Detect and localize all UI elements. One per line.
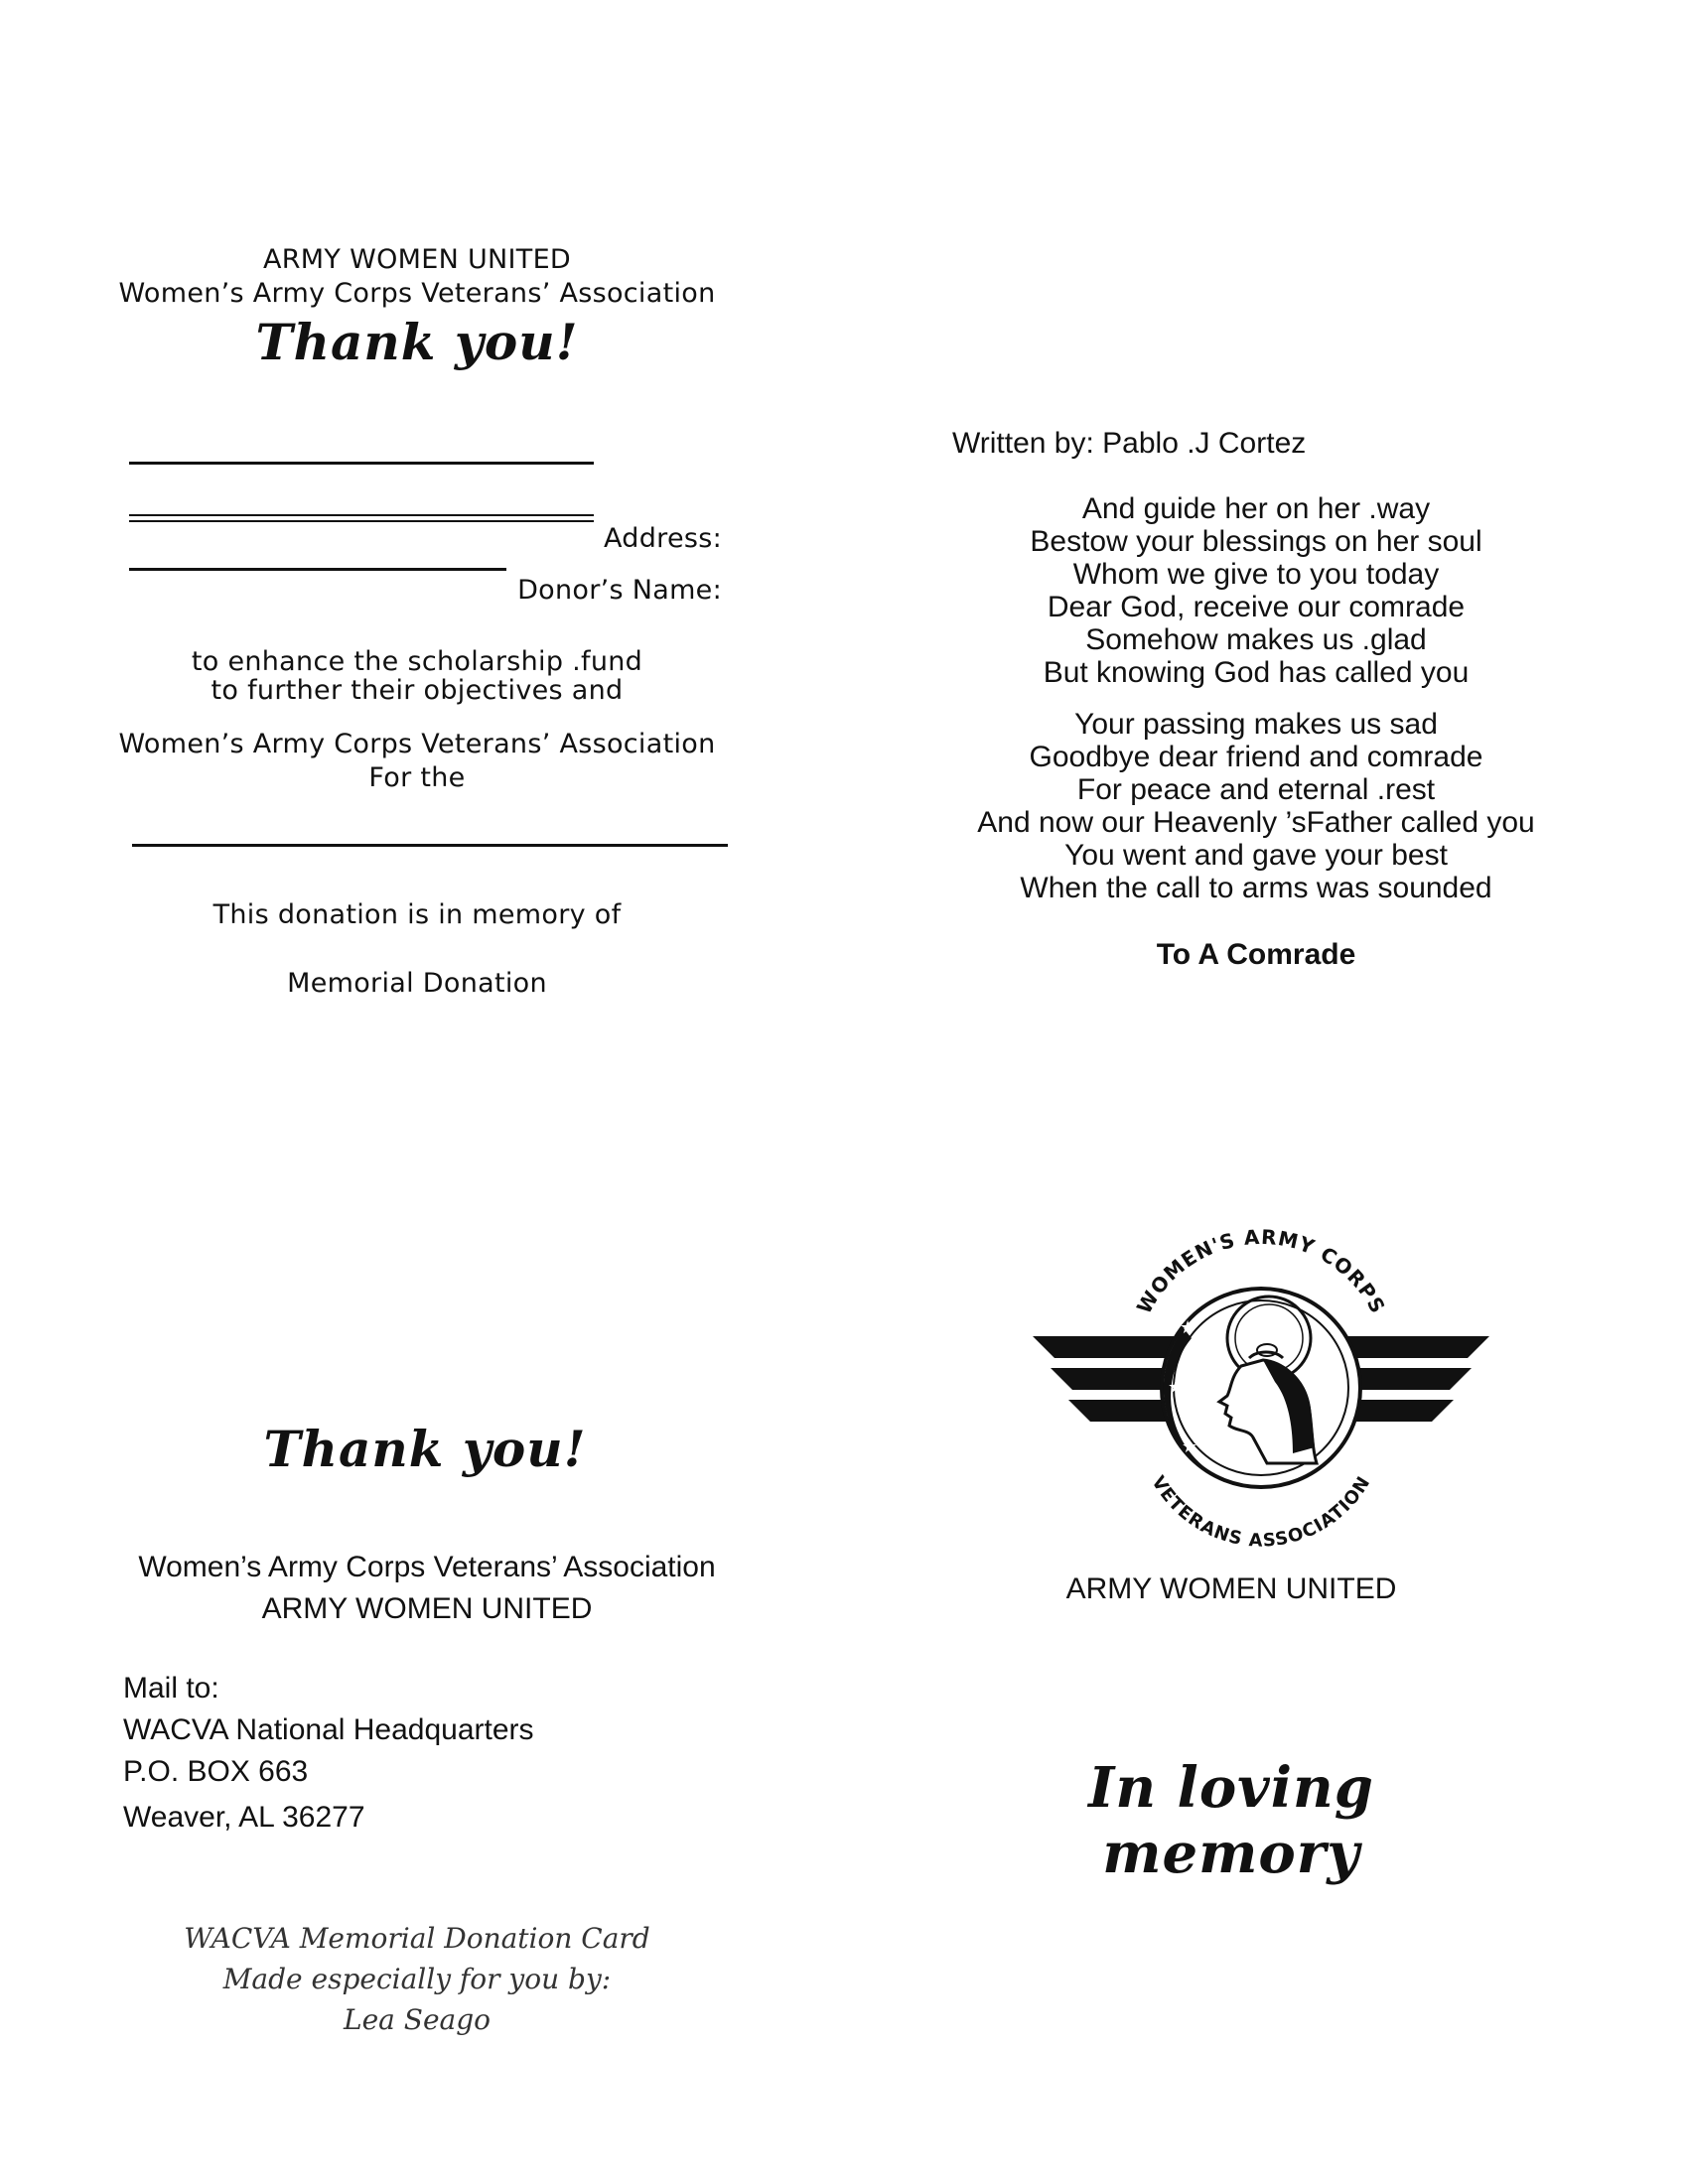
thank-you-script-bottom: Thank you! [263, 1420, 587, 1478]
org-name-heading [99, 243, 735, 311]
poem-line: And now our Heavenly ’sFather called you [977, 806, 1535, 839]
poem-line: Somehow makes us .glad [1085, 623, 1427, 656]
poem-title: To A Comrade [1156, 938, 1356, 971]
poem-author: Written by: Pablo .J Cortez [952, 427, 1307, 460]
logo-arc-bottom: VETERANS ASSOCIATION [1147, 1472, 1375, 1552]
bottom-org-block [99, 1547, 755, 1630]
credit-line-3: Lea Seago [344, 2003, 491, 2036]
mail-to-label: Mail to: [123, 1672, 219, 1705]
donor-name-label: Donor’s Name: [517, 575, 722, 606]
svg-text:★: ★ [1182, 1436, 1198, 1457]
credit-line-1: WACVA Memorial Donation Card [184, 1922, 650, 1955]
memorial-name-line [132, 844, 728, 847]
poem-stanza-1 [953, 492, 1559, 689]
in-memory-of-text: This donation is in memory of [212, 899, 622, 930]
poem-line: Your passing makes us sad [1074, 708, 1438, 741]
bottom-association-line: Women’s Army Corps Veterans’ Association [138, 1551, 716, 1583]
poem-line: When the call to arms was sounded [1020, 872, 1492, 904]
purpose-line-2: to further their objectives and [211, 675, 624, 706]
poem-line: And guide her on her .way [1081, 492, 1431, 525]
for-the-line: For the [368, 762, 466, 793]
mail-po-box: P.O. BOX 663 [123, 1755, 309, 1788]
poem-stanza-2 [953, 708, 1559, 904]
poem-line: Whom we give to you today [1072, 558, 1440, 591]
signature-line-1 [129, 462, 594, 465]
poem-line: Goodbye dear friend and comrade [1029, 741, 1483, 773]
mail-city-state: Weaver, AL 36277 [123, 1801, 365, 1834]
card-credit [119, 1918, 715, 2040]
signature-line-2 [129, 514, 594, 522]
org-line-1: ARMY WOMEN UNITED [262, 244, 572, 275]
in-loving-memory-script: In loving memory [1088, 1755, 1374, 1886]
poem-line: But knowing God has called you [1043, 656, 1470, 689]
association-block [99, 728, 735, 795]
mailing-address [123, 1668, 719, 1839]
purpose-line-1: to enhance the scholarship .fund [191, 646, 643, 677]
credit-line-2: Made especially for you by: [222, 1963, 612, 1995]
org-line-2: Women’s Army Corps Veterans’ Association [118, 278, 716, 309]
poem-line: You went and gave your best [1064, 839, 1448, 872]
address-line [129, 568, 506, 571]
logo-arc-top: WOMEN'S ARMY CORPS [1131, 1224, 1391, 1318]
poem-line: Dear God, receive our comrade [1047, 591, 1466, 623]
wacva-emblem-icon [1033, 1219, 1489, 1557]
address-label: Address: [603, 523, 722, 554]
svg-text:★: ★ [1168, 1377, 1185, 1398]
svg-text:★: ★ [1180, 1317, 1196, 1338]
mail-recipient: WACVA National Headquarters [123, 1713, 534, 1746]
association-line: Women’s Army Corps Veterans’ Association [118, 729, 716, 759]
poem-line: For peace and eternal .rest [1076, 773, 1436, 806]
right-org-line: ARMY WOMEN UNITED [1065, 1572, 1397, 1605]
memorial-donation-title: Memorial Donation [287, 968, 547, 999]
wacva-logo [1033, 1219, 1489, 1557]
thank-you-script-top: Thank you! [255, 313, 579, 371]
purpose-text [99, 647, 735, 705]
bottom-org-line: ARMY WOMEN UNITED [261, 1592, 593, 1625]
poem-line: Bestow your blessings on her soul [1030, 525, 1482, 558]
